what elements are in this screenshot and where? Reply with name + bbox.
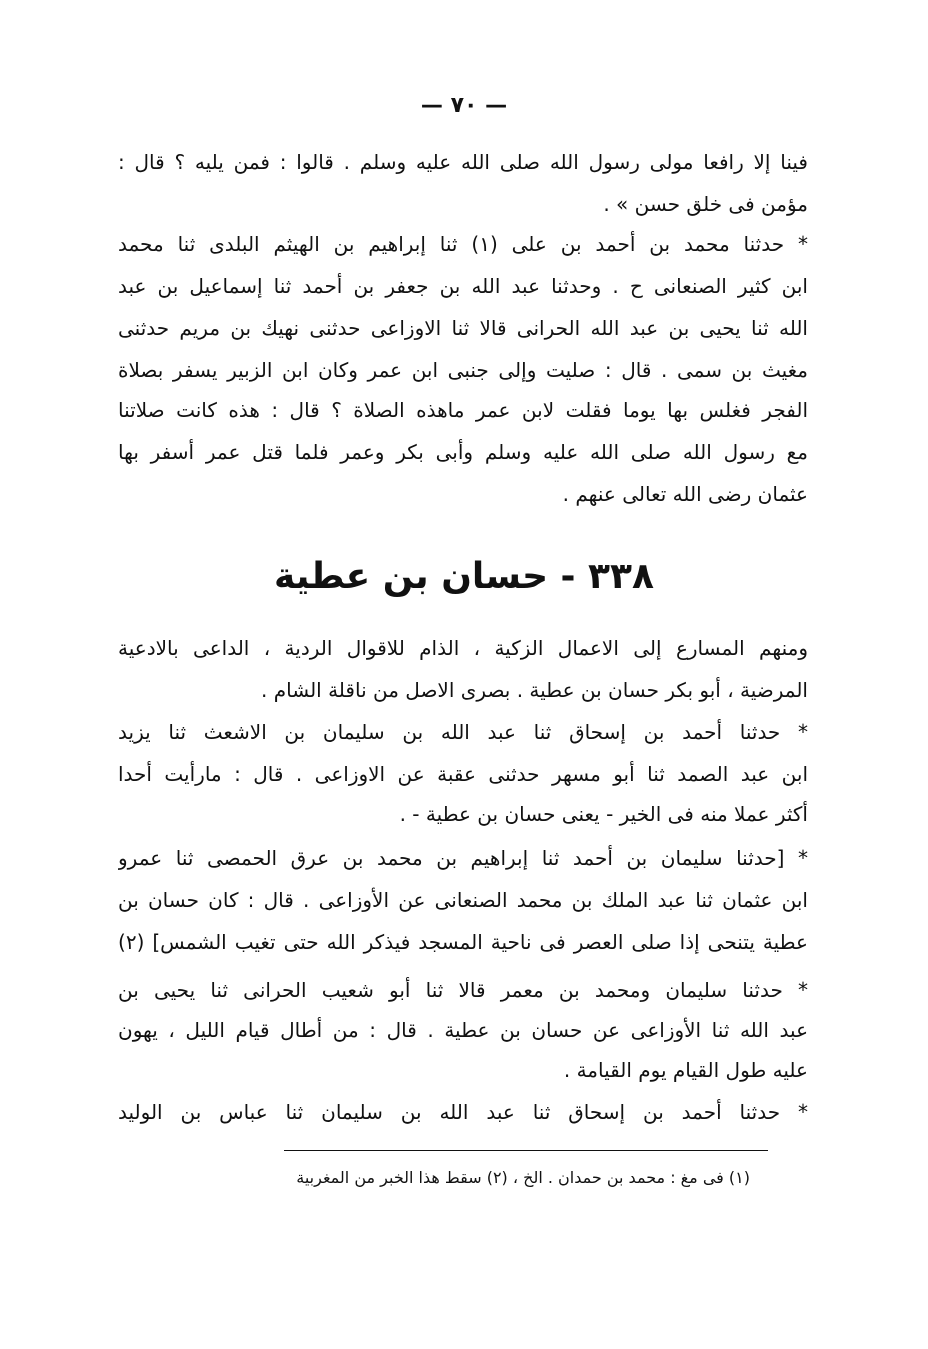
text-line: * [حدثنا سليمان بن أحمد ثنا إبراهيم بن محمد بن عرق الحمصى ثنا عمرو <box>118 846 808 870</box>
text-line: مع رسول الله صلى الله عليه وسلم وأبى بكر وعمر فلما قتل عمر أسفر بها <box>118 440 808 464</box>
text-line: ابن كثير الصنعانى ح . وحدثنا عبد الله بن جعفر بن أحمد ثنا إسماعيل بن عبد <box>118 274 808 298</box>
text-line: الله ثنا يحيى بن عبد الله الحرانى قالا ثنا الاوزاعى حدثنى نهيك بن مريم حدثنى <box>118 316 808 340</box>
text-line: مؤمن فى خلق حسن » . <box>603 192 808 216</box>
footnote-divider <box>284 1150 768 1151</box>
text-line: ابن عبد الصمد ثنا أبو مسهر حدثنى عقبة عن الاوزاعى . قال : مارأيت أحدا <box>118 762 808 786</box>
text-line: عثمان رضى الله تعالى عنهم . <box>562 482 808 506</box>
section-heading: ٣٣٨ - حسان بن عطية <box>274 556 654 597</box>
text-line: عطية يتنحى إذا صلى العصر فى ناحية المسجد فيذكر الله حتى تغيب الشمس] (٢) <box>118 930 808 954</box>
footnote: (١) فى مغ : محمد بن حمدان . الخ ، (٢) سقط هذا الخبر من المغربية <box>296 1168 750 1187</box>
text-line: فينا إلا رافعا مولى رسول الله صلى الله عليه وسلم . قالوا : فمن يليه ؟ قال : <box>118 150 808 174</box>
text-line: المرضية ، أبو بكر حسان بن عطية . بصرى الاصل من ناقلة الشام . <box>261 678 808 702</box>
text-line: * حدثنا سليمان ومحمد بن معمر قالا ثنا أبو شعيب الحرانى ثنا يحيى بن <box>118 978 808 1002</box>
text-line: * حدثنا أحمد بن إسحاق ثنا عبد الله بن سليمان بن الاشعث ثنا يزيد <box>118 720 808 744</box>
page-number: — ٧٠ — <box>420 93 508 118</box>
text-line: * حدثنا محمد بن أحمد بن على (١) ثنا إبراهيم بن الهيثم البلدى ثنا محمد <box>118 232 808 256</box>
text-line: الفجر فغلس بها يوما فقلت لابن عمر ماهذه الصلاة ؟ قال : هذه كانت صلاتنا <box>118 398 808 422</box>
text-line: أكثر عملا منه فى الخير - يعنى حسان بن عطية - . <box>399 802 808 826</box>
text-line: عليه طول القيام يوم القيامة . <box>563 1058 808 1082</box>
text-line: ابن عثمان ثنا عبد الملك بن محمد الصنعانى عن الأوزاعى . قال : كان حسان بن <box>118 888 808 912</box>
text-line: عبد الله ثنا الأوزاعى عن حسان بن عطية . قال : من أطال قيام الليل ، يهون <box>118 1018 808 1042</box>
text-line: مغيث بن سمى . قال : صليت وإلى جنبى ابن عمر وكان ابن الزبير يسفر بصلاة <box>118 358 808 382</box>
text-line: ومنهم المسارع إلى الاعمال الزكية ، الذام للاقوال الردية ، الداعى بالادعية <box>118 636 808 660</box>
text-line: * حدثنا أحمد بن إسحاق ثنا عبد الله بن سليمان ثنا عباس بن الوليد <box>118 1100 808 1124</box>
